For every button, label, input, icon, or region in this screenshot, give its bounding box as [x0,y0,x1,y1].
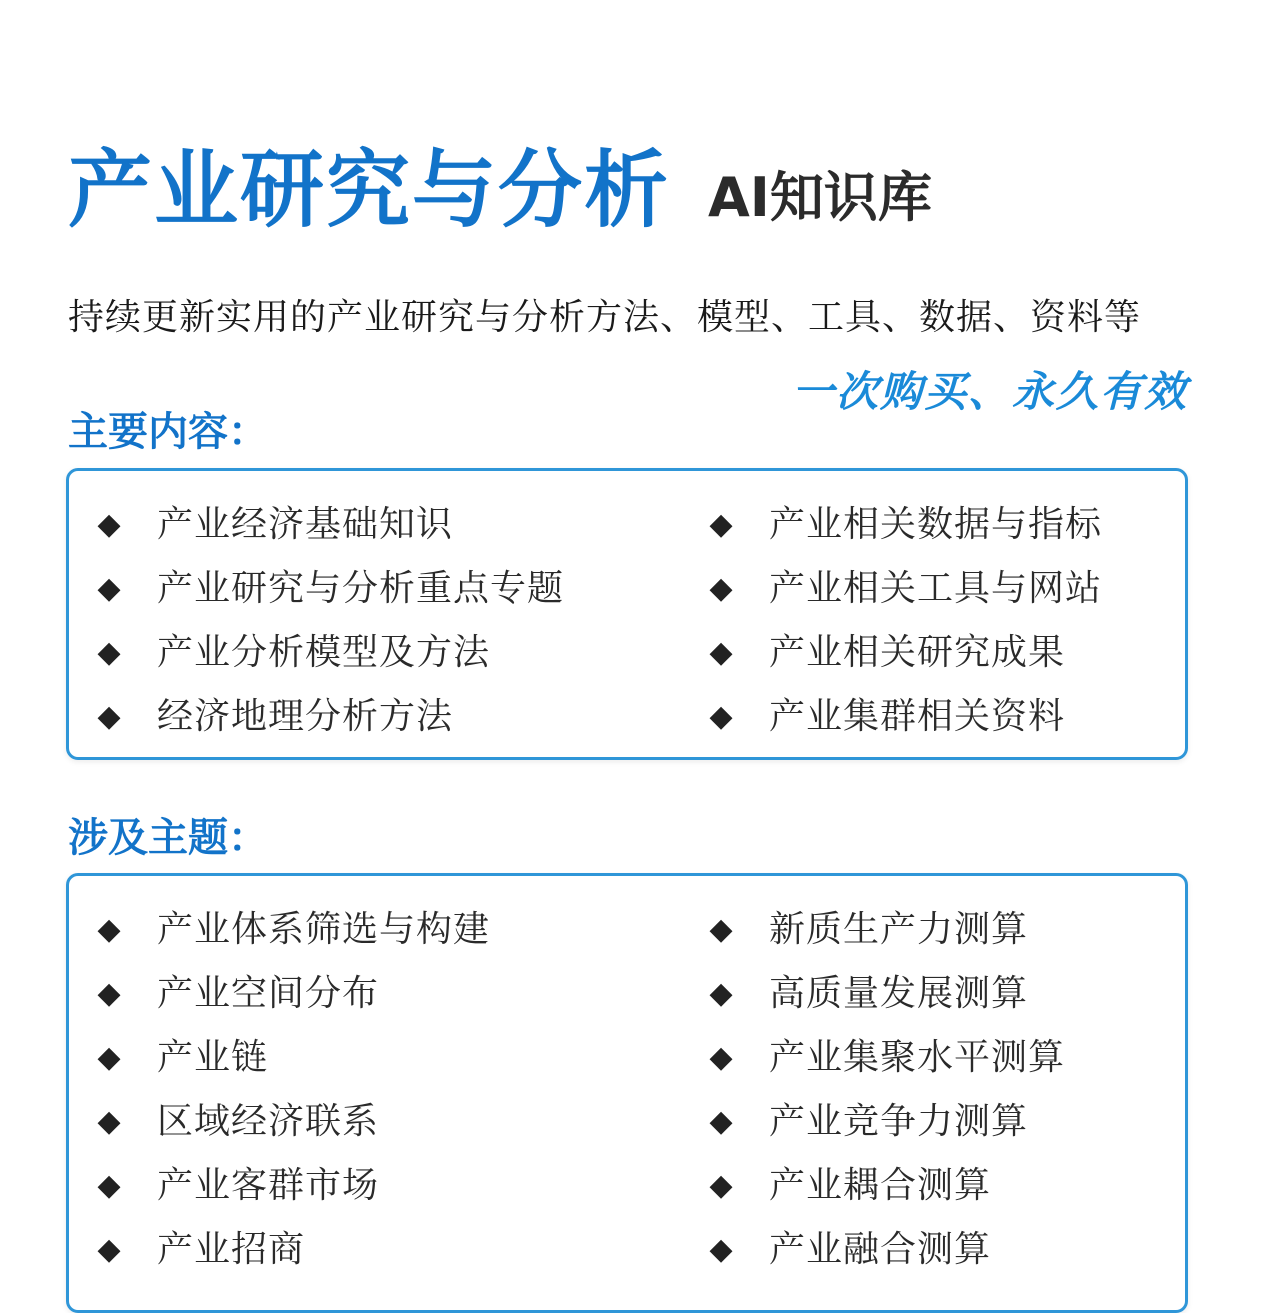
list-item [703,1026,1185,1090]
list-item [91,1218,703,1282]
list-item-label: 产业研究与分析重点专题 [157,568,565,609]
list-item-label: 产业集群相关资料 [769,696,1066,737]
list-item-label: 产业招商 [157,1229,306,1270]
diamond-bullet-icon: ◆ [709,635,733,670]
list-item [703,1154,1185,1218]
list-item [703,621,1185,685]
list-item [703,493,1185,557]
list-item [91,1154,703,1218]
list-item [91,1090,703,1154]
list-item-label: 产业融合测算 [769,1229,992,1270]
page-title-suffix: AI知识库 [708,166,932,229]
diamond-bullet-icon: ◆ [709,1040,733,1075]
list-item-label: 产业相关工具与网站 [769,568,1103,609]
diamond-bullet-icon: ◆ [97,976,121,1011]
list-item [91,621,703,685]
list-item-label: 高质量发展测算 [769,973,1029,1014]
list-item-label: 产业分析模型及方法 [157,632,491,673]
diamond-bullet-icon: ◆ [97,699,121,734]
diamond-bullet-icon: ◆ [97,507,121,542]
diamond-bullet-icon: ◆ [97,1040,121,1075]
list-item-label: 经济地理分析方法 [157,696,454,737]
topics-list [69,876,1185,1282]
diamond-bullet-icon: ◆ [709,699,733,734]
list-item-label: 产业耦合测算 [769,1165,992,1206]
diamond-bullet-icon: ◆ [97,1104,121,1139]
page-subtitle: 持续更新实用的产业研究与分析方法、模型、工具、数据、资料等 [68,297,1142,338]
page-title: 产业研究与分析 [68,141,671,239]
list-item-label: 新质生产力测算 [769,909,1029,950]
list-item [91,493,703,557]
list-item-label: 产业客群市场 [157,1165,380,1206]
topics-box [66,873,1188,1313]
diamond-bullet-icon: ◆ [709,1168,733,1203]
topics-heading: 涉及主题： [68,815,268,861]
diamond-bullet-icon: ◆ [97,1232,121,1267]
list-item [703,1090,1185,1154]
title-row [68,140,932,240]
list-item-label: 产业相关研究成果 [769,632,1066,673]
main-content-box [66,468,1188,760]
diamond-bullet-icon: ◆ [709,1104,733,1139]
list-item-label: 区域经济联系 [157,1101,380,1142]
diamond-bullet-icon: ◆ [97,1168,121,1203]
main-content-list [69,471,1185,749]
diamond-bullet-icon: ◆ [97,635,121,670]
diamond-bullet-icon: ◆ [97,912,121,947]
list-item-label: 产业竞争力测算 [769,1101,1029,1142]
diamond-bullet-icon: ◆ [709,507,733,542]
list-item [91,557,703,621]
list-item-label: 产业相关数据与指标 [769,504,1103,545]
slogan: 一次购买、永久有效 [791,367,1188,416]
list-item-label: 产业链 [157,1037,269,1078]
list-item [703,557,1185,621]
diamond-bullet-icon: ◆ [709,912,733,947]
list-item [91,898,703,962]
list-item-label: 产业空间分布 [157,973,380,1014]
diamond-bullet-icon: ◆ [709,1232,733,1267]
diamond-bullet-icon: ◆ [709,976,733,1011]
list-item [703,962,1185,1026]
list-item [703,1218,1185,1282]
list-item [703,685,1185,749]
list-item [703,898,1185,962]
list-item-label: 产业体系筛选与构建 [157,909,491,950]
list-item-label: 产业集聚水平测算 [769,1037,1066,1078]
main-content-heading: 主要内容： [68,409,268,455]
list-item-label: 产业经济基础知识 [157,504,454,545]
diamond-bullet-icon: ◆ [709,571,733,606]
list-item [91,685,703,749]
diamond-bullet-icon: ◆ [97,571,121,606]
list-item [91,1026,703,1090]
list-item [91,962,703,1026]
